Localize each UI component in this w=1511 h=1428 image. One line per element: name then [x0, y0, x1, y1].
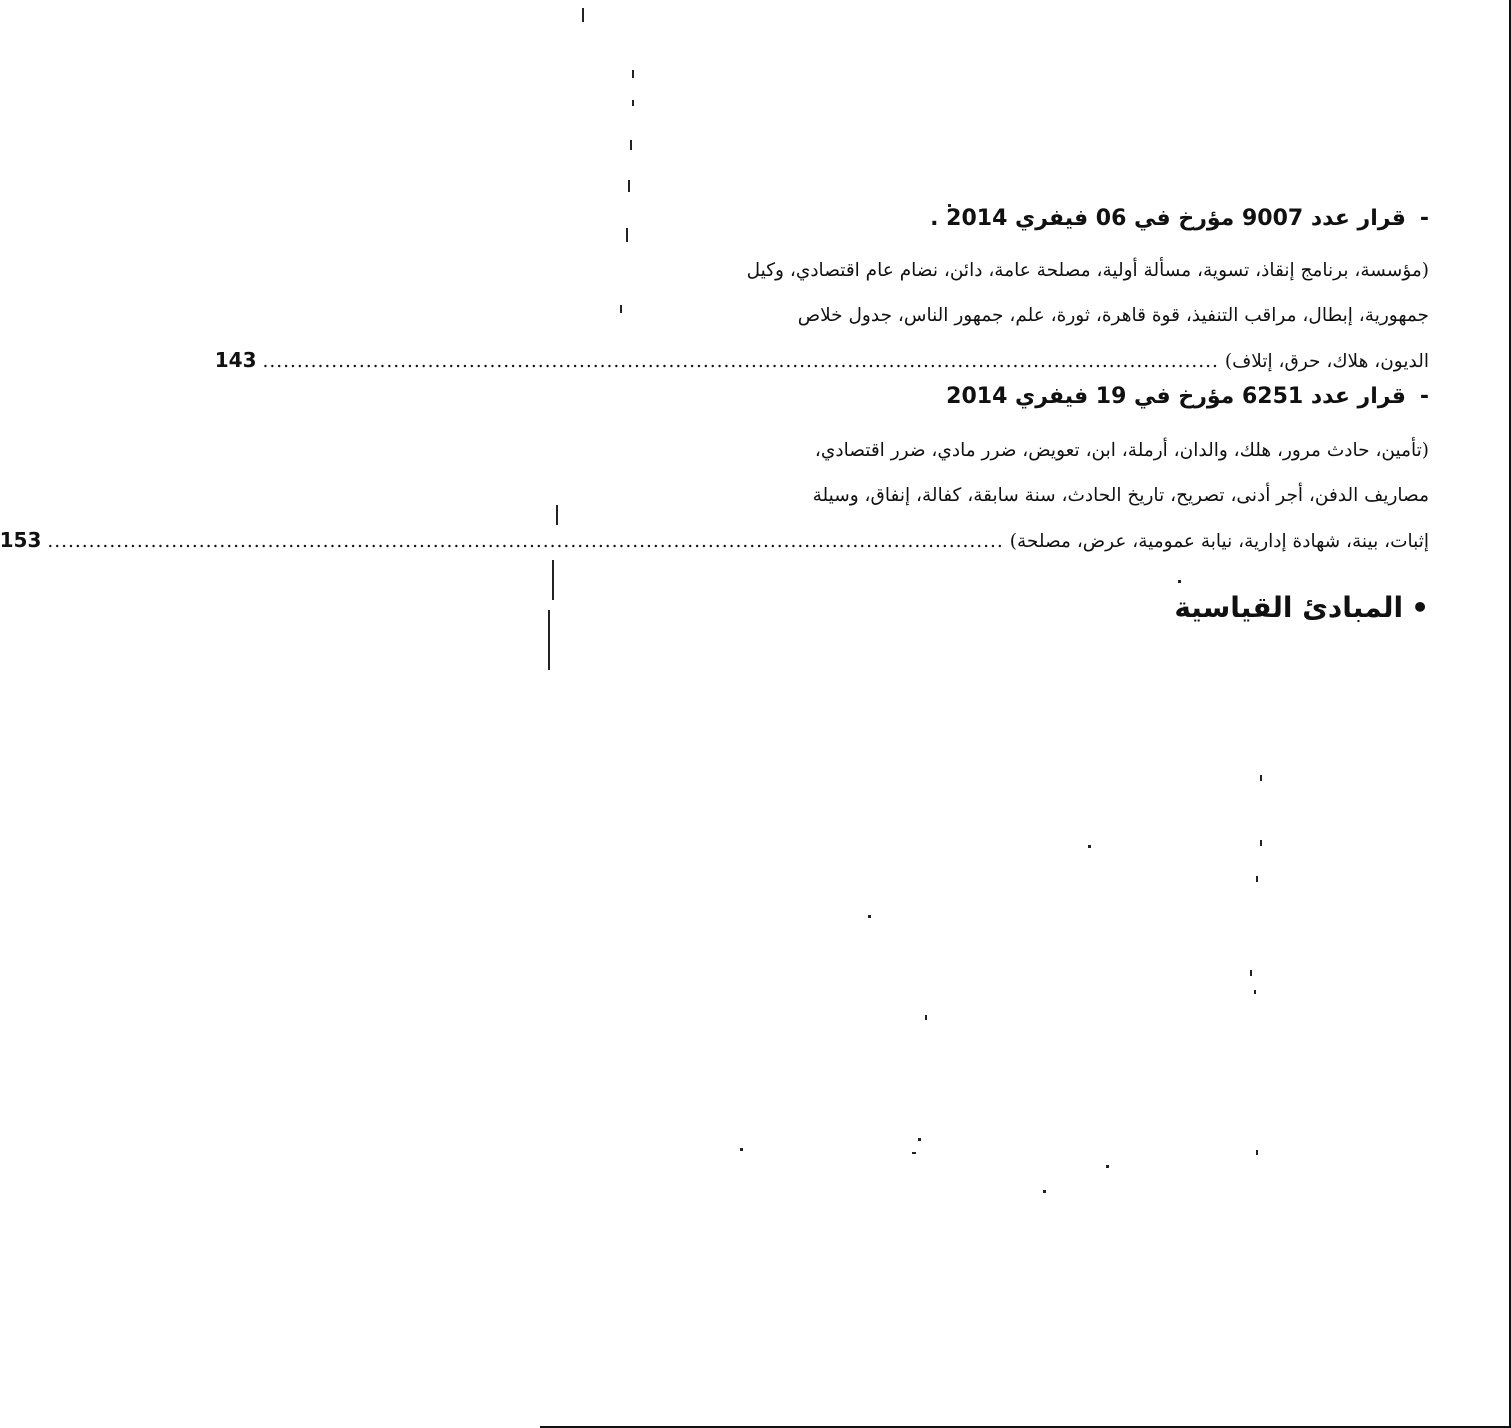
- decision-keywords: [0, 428, 1429, 564]
- keywords-line: جمهورية، إبطال، مراقب التنفيذ، قوة قاهرة، ثورة، علم، جمهور الناس، جدول خلاص: [797, 305, 1429, 326]
- scan-speck: [1178, 580, 1181, 583]
- keywords-line: (مؤسسة، برنامج إنقاذ، تسوية، مسألة أولية، مصلحة عامة، دائن، نضام عام اقتصادي، وكيل: [746, 260, 1429, 281]
- page-number: 153: [0, 528, 42, 552]
- scan-speck: [912, 1152, 916, 1154]
- page-number: 143: [214, 348, 257, 372]
- dash-marker: -: [1419, 384, 1429, 409]
- keywords-last-line: [214, 338, 1429, 384]
- scan-speck: [632, 70, 634, 78]
- decision-entry-1: [214, 204, 1429, 384]
- decision-heading-text: قرار عدد 9007 مؤرخ في 06 فيفري 2014 .: [930, 206, 1406, 231]
- scan-speck: [630, 140, 632, 150]
- decision-heading-text: قرار عدد 6251 مؤرخ في 19 فيفري 2014: [946, 384, 1406, 409]
- decision-keywords: [214, 248, 1429, 384]
- scan-speck: [1254, 990, 1256, 994]
- scan-speck: [620, 305, 622, 313]
- section-title-text: المبادئ القياسية: [1174, 591, 1404, 624]
- scan-speck: [868, 915, 871, 918]
- dot-leader: ...........................................................................................................................................: [47, 531, 1004, 552]
- scan-speck: [632, 100, 634, 106]
- keywords-line: (تأمين، حادث مرور، هلك، والدان، أرملة، ابن، تعويض، ضرر مادي، ضرر اقتصادي،: [814, 440, 1429, 461]
- keywords-line: مصاريف الدفن، أجر أدنى، تصريح، تاريخ الحادث، سنة سابقة، كفالة، إنفاق، وسيلة: [812, 485, 1429, 506]
- scan-speck: [628, 180, 630, 192]
- decision-entry-2: [0, 382, 1429, 564]
- decision-heading: [653, 204, 1429, 234]
- scan-speck: [925, 1015, 927, 1020]
- scan-speck: [1106, 1165, 1109, 1168]
- scan-speck: [1043, 1190, 1046, 1193]
- scan-speck: [626, 228, 628, 242]
- scan-speck: [548, 610, 550, 670]
- decision-heading: [653, 382, 1429, 412]
- scan-speck: [1260, 775, 1262, 781]
- section-title: [1174, 588, 1429, 628]
- keywords-line: الديون، هلاك، حرق، إتلاف): [1224, 351, 1429, 372]
- scan-speck: [552, 560, 554, 600]
- scan-speck: [1256, 876, 1258, 882]
- scan-speck: [1088, 845, 1091, 848]
- scan-speck: [1260, 840, 1262, 846]
- keywords-line: إثبات، بينة، شهادة إدارية، نيابة عمومية، عرض، مصلحة): [1009, 531, 1429, 552]
- dash-marker: -: [1419, 206, 1429, 231]
- scan-speck: [740, 1148, 743, 1151]
- scan-speck: [1250, 970, 1252, 976]
- scan-speck: [1256, 1150, 1258, 1155]
- dot-leader: ...........................................................................................................................................: [262, 351, 1219, 372]
- bullet-icon: •: [1411, 591, 1429, 624]
- scan-speck: [582, 8, 584, 22]
- keywords-last-line: [0, 518, 1429, 564]
- scan-speck: [918, 1138, 921, 1141]
